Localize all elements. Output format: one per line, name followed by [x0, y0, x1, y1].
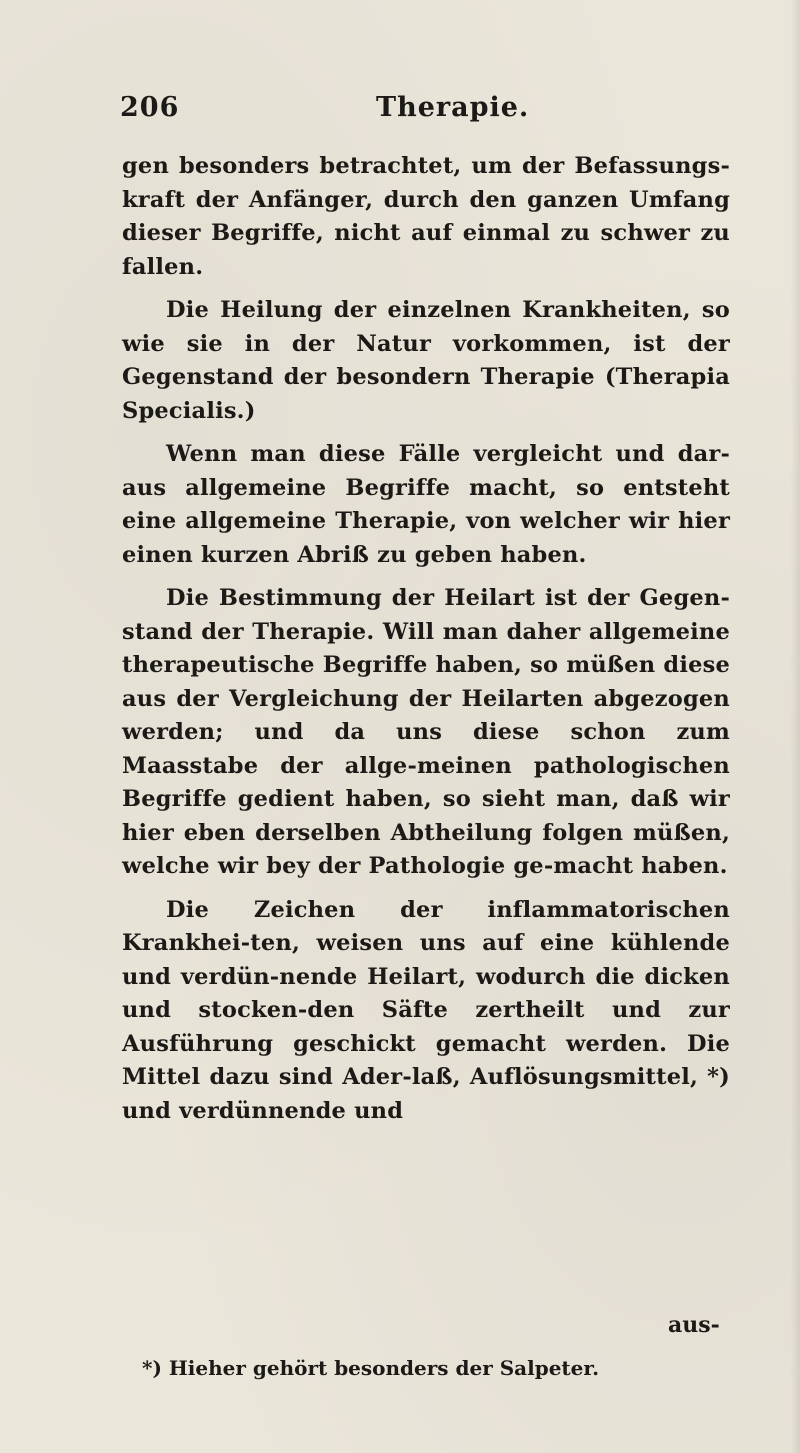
page-edge-shadow — [790, 0, 800, 1453]
paragraph-special-therapy: Die Heilung der einzelnen Krankheiten, so wie sie in der Natur vorkommen, ist der Gegenstand der besondern Therapie (Therapia Specialis.) — [122, 297, 730, 424]
page-header — [0, 92, 800, 132]
paragraph-inflammatory: Die Zeichen der inflammatorischen Krankhei-ten, weisen uns auf eine kühlende und verdün-nende Heilart, wodurch die dicken und stocken-den Säfte zertheilt und zur Ausführung geschickt gemacht werden. Die Mittel dazu sind Ader-laß, Auflösungsmittel, *) und verdünnende und — [122, 896, 730, 1124]
catchword: aus- — [668, 1312, 720, 1338]
running-title: Therapie. — [376, 92, 530, 123]
body-text — [122, 150, 730, 1138]
paragraph-continuation: gen besonders betrachtet, um der Befassungs-kraft der Anfänger, durch den ganzen Umfang dieser Begriffe, nicht auf einmal zu schwer zu fallen. — [122, 153, 730, 280]
footnote: *) Hieher gehört besonders der Salpeter. — [142, 1356, 600, 1380]
paragraph-general-therapy: Wenn man diese Fälle vergleicht und dar-aus allgemeine Begriffe macht, so entsteht eine allgemeine Therapie, von welcher wir hier einen kurzen Abriß zu geben haben. — [122, 441, 730, 568]
paragraph-heilart: Die Bestimmung der Heilart ist der Gegen-stand der Therapie. Will man daher allgemeine therapeutische Begriffe haben, so müßen diese aus der Vergleichung der Heilarten abgezogen werden; und da uns diese schon zum Maasstabe der allge-meinen pathologischen Begriffe gedient haben, so sieht man, daß wir hier eben derselben Abtheilung folgen müßen, welche wir bey der Pathologie ge-macht haben. — [122, 585, 730, 879]
page-number: 206 — [120, 92, 180, 123]
